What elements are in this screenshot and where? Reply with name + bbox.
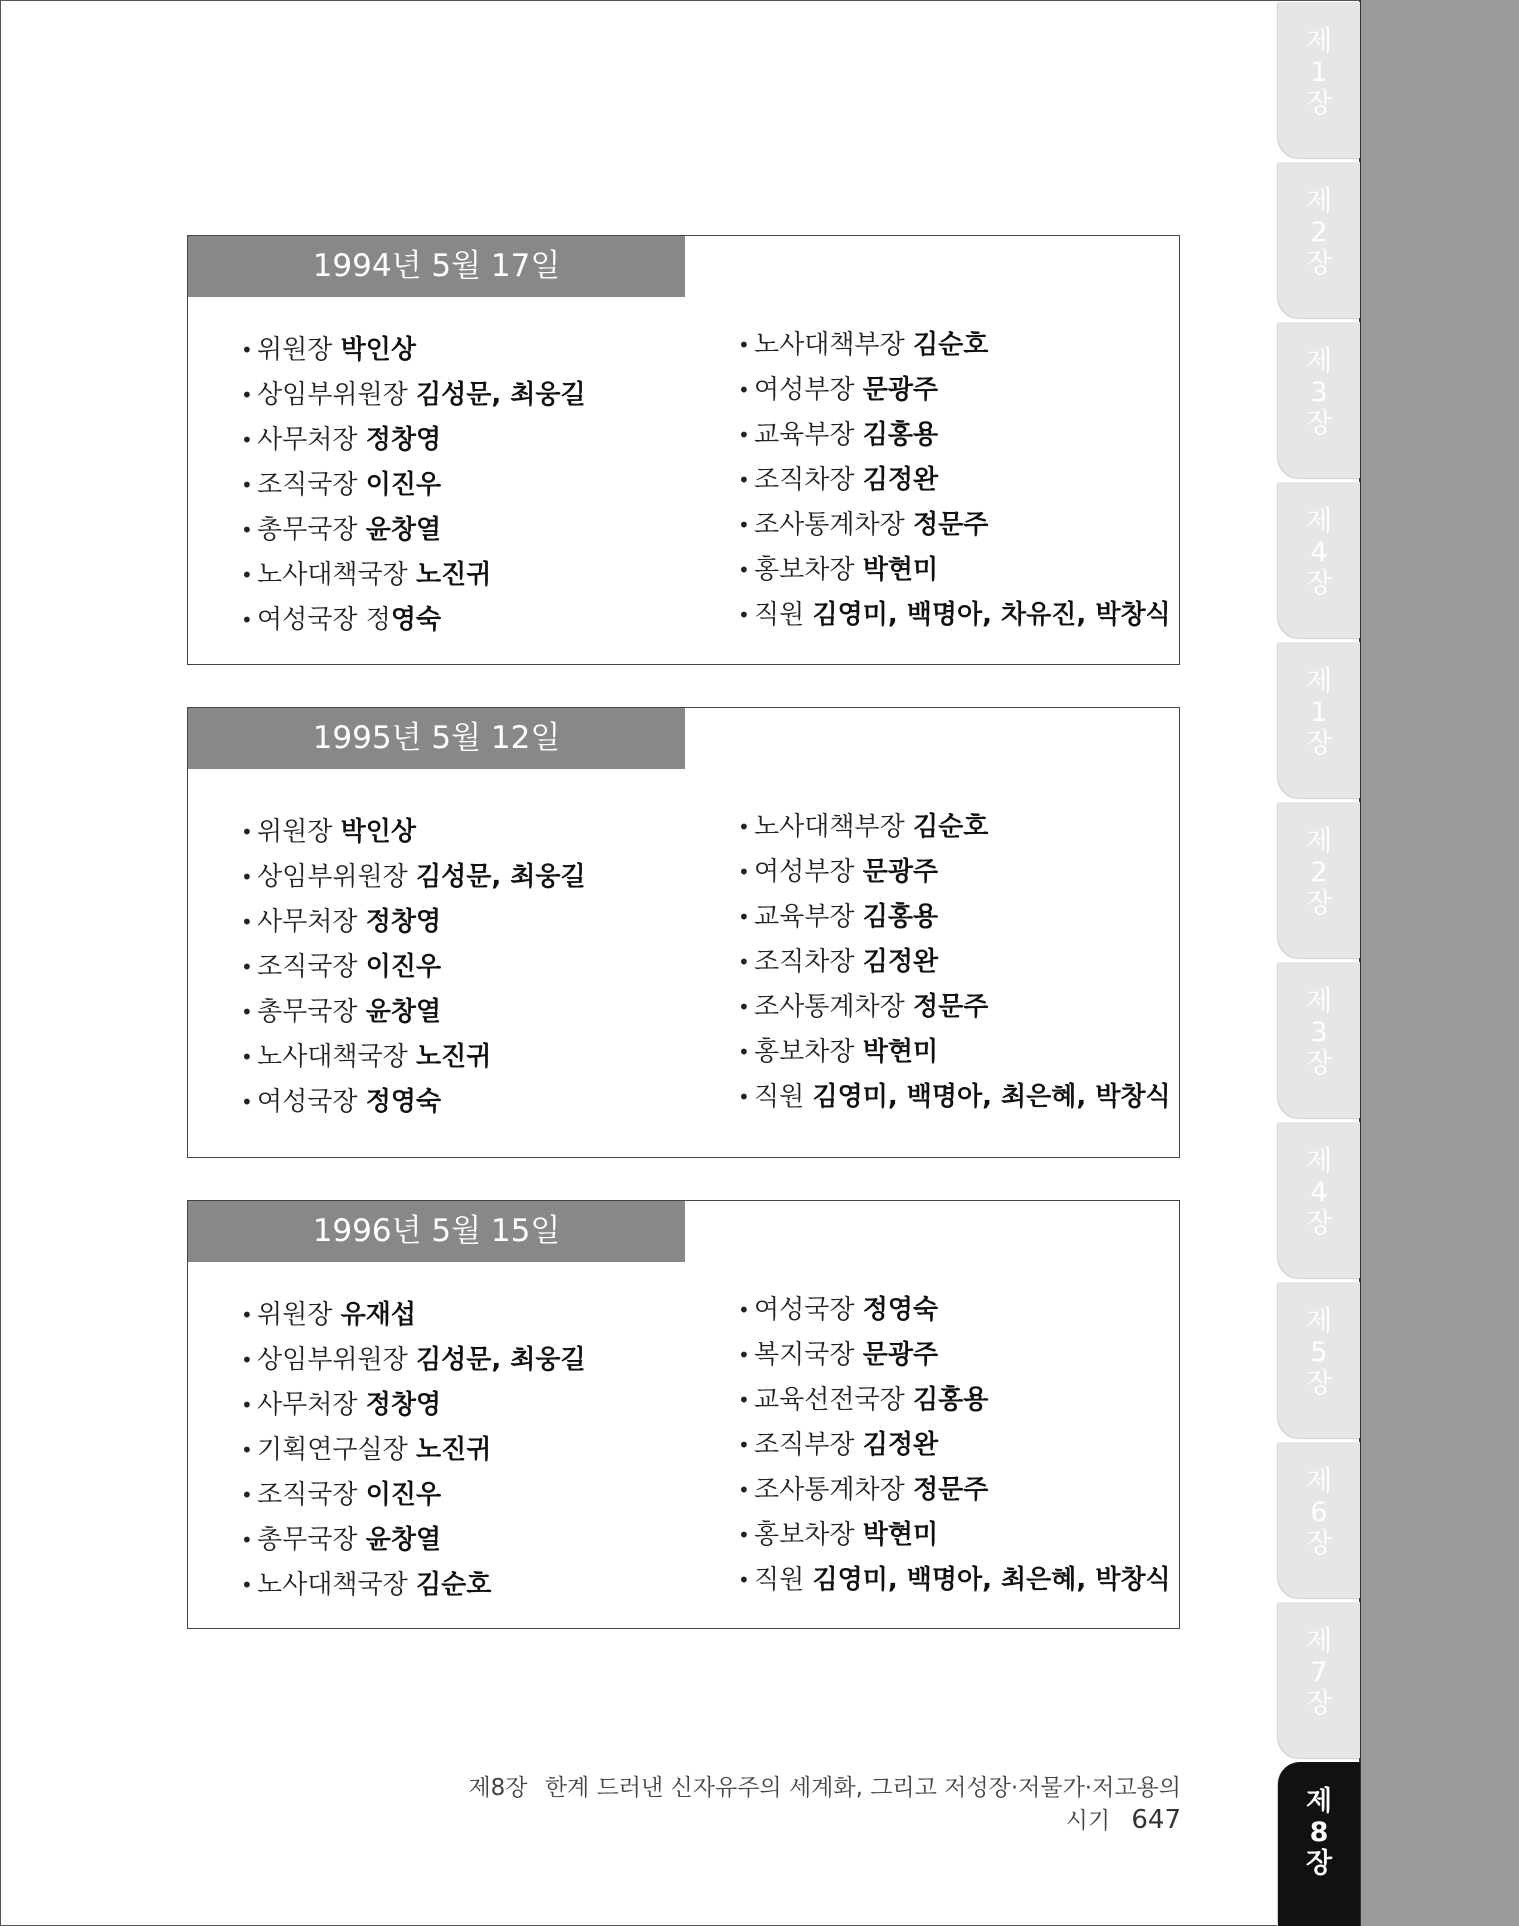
bullet-icon: •: [738, 815, 750, 839]
bullet-icon: •: [241, 910, 253, 934]
roster-entry: • 기획연구실장 노진귀: [241, 1428, 586, 1473]
roster-entry: • 조직차장 김정완: [738, 458, 1171, 503]
chapter-tab[interactable]: 제 7 장: [1278, 1602, 1360, 1758]
bullet-icon: •: [738, 905, 750, 929]
roster-entry: • 직원 김영미, 백명아, 최은혜, 박창식: [738, 1075, 1171, 1120]
chapter-tab[interactable]: 제 2 장: [1278, 802, 1360, 958]
bullet-icon: •: [738, 1298, 750, 1322]
roster-entry: • 사무처장 정창영: [241, 900, 586, 945]
chapter-tab[interactable]: 제 5 장: [1278, 1282, 1360, 1438]
bullet-icon: •: [241, 1303, 253, 1327]
chapter-tab[interactable]: 제 6 장: [1278, 1442, 1360, 1598]
roster-entry: • 노사대책국장 김순호: [241, 1563, 586, 1608]
bullet-icon: •: [738, 1388, 750, 1412]
bullet-icon: •: [241, 518, 253, 542]
bullet-icon: •: [738, 1568, 750, 1592]
chapter-tab[interactable]: 제 4 장: [1278, 482, 1360, 638]
roster-entry: • 조직국장 이진우: [241, 1473, 586, 1518]
roster-entry: • 여성부장 문광주: [738, 368, 1171, 413]
roster-entry: • 홍보차장 박현미: [738, 1513, 1171, 1558]
roster-box-1994: [187, 235, 1180, 665]
footer-chapter: 제8장: [468, 1775, 528, 1801]
bullet-icon: •: [241, 1483, 253, 1507]
roster-box-1995: [187, 707, 1180, 1158]
bullet-icon: •: [738, 558, 750, 582]
chapter-tab[interactable]: 제 1 장: [1278, 2, 1360, 158]
bullet-icon: •: [738, 423, 750, 447]
roster-entry: • 위원장 박인상: [241, 810, 586, 855]
roster-entry: • 교육부장 김홍용: [738, 413, 1171, 458]
bullet-icon: •: [241, 428, 253, 452]
bullet-icon: •: [738, 995, 750, 1019]
bullet-icon: •: [241, 1000, 253, 1024]
roster-entry: • 노사대책국장 노진귀: [241, 1035, 586, 1080]
roster-entry: • 조사통계차장 정문주: [738, 503, 1171, 548]
chapter-tab[interactable]: 제 3 장: [1278, 322, 1360, 478]
bullet-icon: •: [241, 820, 253, 844]
bullet-icon: •: [241, 1528, 253, 1552]
roster-entry: • 조사통계차장 정문주: [738, 1468, 1171, 1513]
roster-date-title: 1994년 5월 17일: [188, 236, 685, 297]
bullet-icon: •: [241, 473, 253, 497]
roster-right-column: [738, 1288, 1171, 1603]
roster-left-column: [241, 1293, 586, 1608]
roster-entry: • 사무처장 정창영: [241, 1383, 586, 1428]
bullet-icon: •: [738, 1085, 750, 1109]
roster-date-title: 1996년 5월 15일: [188, 1201, 685, 1262]
roster-entry: • 직원 김영미, 백명아, 차유진, 박창식: [738, 593, 1171, 638]
roster-entry: • 여성부장 문광주: [738, 850, 1171, 895]
roster-entry: • 위원장 유재섭: [241, 1293, 586, 1338]
roster-entry: • 홍보차장 박현미: [738, 1030, 1171, 1075]
roster-entry: • 노사대책국장 노진귀: [241, 553, 586, 598]
roster-entry: • 상임부위원장 김성문, 최웅길: [241, 373, 586, 418]
roster-entry: • 총무국장 윤창열: [241, 1518, 586, 1563]
bullet-icon: •: [738, 333, 750, 357]
bullet-icon: •: [241, 955, 253, 979]
roster-right-column: [738, 323, 1171, 638]
roster-entry: • 교육부장 김홍용: [738, 895, 1171, 940]
chapter-tab[interactable]: 제 4 장: [1278, 1122, 1360, 1278]
bullet-icon: •: [241, 1573, 253, 1597]
roster-left-column: [241, 810, 586, 1125]
bullet-icon: •: [241, 1438, 253, 1462]
page-footer: [441, 1769, 1181, 1835]
roster-entry: • 홍보차장 박현미: [738, 548, 1171, 593]
footer-title: 한계 드러낸 신자유주의 세계화, 그리고 저성장·저물가·저고용의 시기: [544, 1775, 1181, 1834]
bullet-icon: •: [738, 860, 750, 884]
chapter-tab-active[interactable]: 제 8 장: [1278, 1762, 1360, 1926]
bullet-icon: •: [241, 865, 253, 889]
roster-box-1996: [187, 1200, 1180, 1629]
bullet-icon: •: [738, 1523, 750, 1547]
bullet-icon: •: [738, 1433, 750, 1457]
roster-entry: • 상임부위원장 김성문, 최웅길: [241, 1338, 586, 1383]
bullet-icon: •: [241, 1090, 253, 1114]
roster-left-column: [241, 328, 586, 643]
roster-entry: • 조직국장 이진우: [241, 945, 586, 990]
roster-entry: • 조직부장 김정완: [738, 1423, 1171, 1468]
bullet-icon: •: [738, 1343, 750, 1367]
roster-entry: • 교육선전국장 김홍용: [738, 1378, 1171, 1423]
roster-entry: • 총무국장 윤창열: [241, 508, 586, 553]
roster-entry: • 복지국장 문광주: [738, 1333, 1171, 1378]
chapter-tab[interactable]: 제 2 장: [1278, 162, 1360, 318]
chapter-tab[interactable]: 제 1 장: [1278, 642, 1360, 798]
chapter-tabs: [1278, 0, 1360, 1926]
roster-right-column: [738, 805, 1171, 1120]
bullet-icon: •: [241, 1393, 253, 1417]
roster-entry: • 조사통계차장 정문주: [738, 985, 1171, 1030]
bullet-icon: •: [738, 513, 750, 537]
roster-entry: • 여성국장 정영숙: [738, 1288, 1171, 1333]
bullet-icon: •: [738, 603, 750, 627]
page-number: 647: [1131, 1805, 1181, 1835]
roster-entry: • 직원 김영미, 백명아, 최은혜, 박창식: [738, 1558, 1171, 1603]
bullet-icon: •: [241, 563, 253, 587]
bullet-icon: •: [738, 1040, 750, 1064]
bullet-icon: •: [241, 608, 253, 632]
bullet-icon: •: [738, 468, 750, 492]
bullet-icon: •: [738, 1478, 750, 1502]
roster-date-title: 1995년 5월 12일: [188, 708, 685, 769]
roster-entry: • 노사대책부장 김순호: [738, 805, 1171, 850]
roster-entry: • 여성국장 정영숙: [241, 598, 586, 643]
roster-entry: • 상임부위원장 김성문, 최웅길: [241, 855, 586, 900]
bullet-icon: •: [738, 378, 750, 402]
chapter-tab[interactable]: 제 3 장: [1278, 962, 1360, 1118]
bullet-icon: •: [241, 338, 253, 362]
bullet-icon: •: [241, 383, 253, 407]
roster-entry: • 사무처장 정창영: [241, 418, 586, 463]
bullet-icon: •: [241, 1045, 253, 1069]
roster-entry: • 조직국장 이진우: [241, 463, 586, 508]
roster-entry: • 노사대책부장 김순호: [738, 323, 1171, 368]
roster-entry: • 조직차장 김정완: [738, 940, 1171, 985]
roster-entry: • 위원장 박인상: [241, 328, 586, 373]
bullet-icon: •: [738, 950, 750, 974]
roster-entry: • 여성국장 정영숙: [241, 1080, 586, 1125]
roster-entry: • 총무국장 윤창열: [241, 990, 586, 1035]
bullet-icon: •: [241, 1348, 253, 1372]
